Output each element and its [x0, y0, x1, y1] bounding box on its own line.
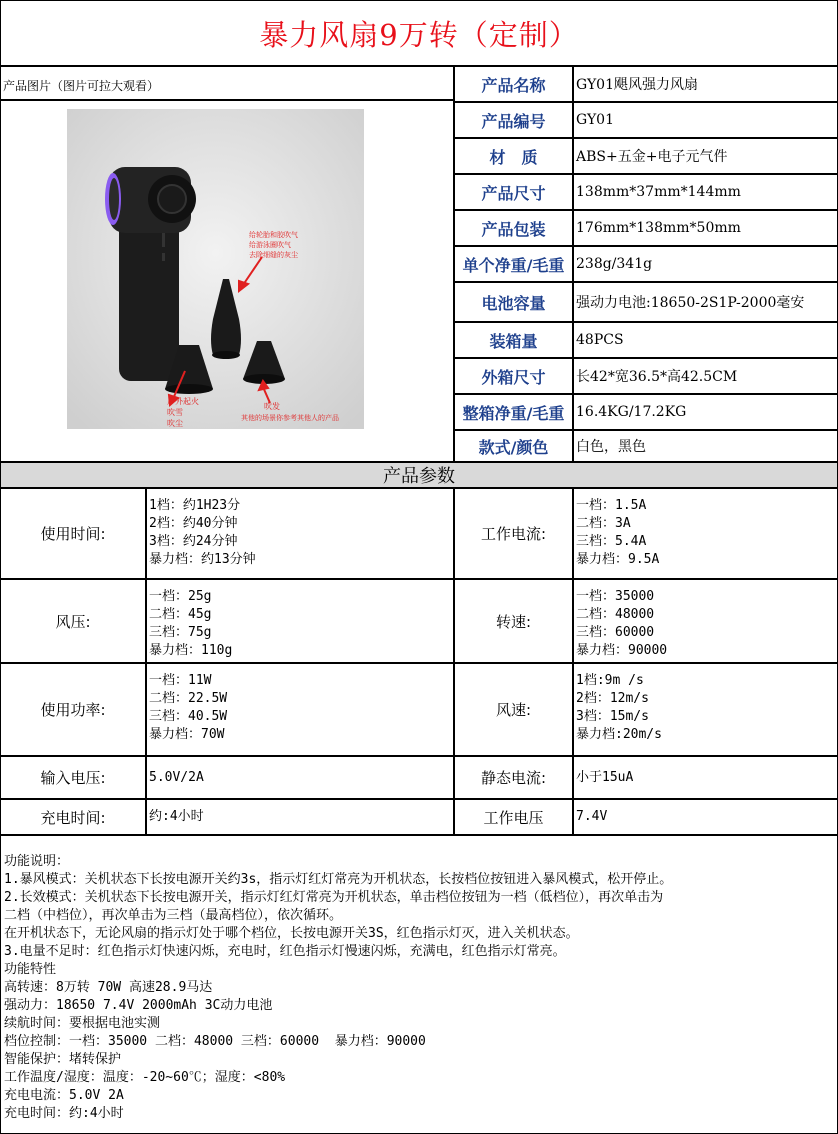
param-value: 一档：1.5A 二档：3A 三档：5.4A 暴力档：9.5A: [573, 488, 838, 579]
param-label: 风压:: [0, 579, 146, 663]
notes-line: 强动力：18650 7.4V 2000mAh 3C动力电池: [4, 998, 273, 1013]
product-photo: [67, 109, 364, 429]
notes-line: 功能说明：: [4, 854, 70, 869]
param-value: 一档：35000 二档：48000 三档：60000 暴力档：90000: [573, 579, 838, 663]
spec-label: 单个净重/毛重: [454, 246, 573, 282]
param-value: 约:4小时: [146, 799, 454, 835]
param-value: 5.0V/2A: [146, 756, 454, 799]
page-title: 暴力风扇9万转（定制）: [259, 17, 579, 52]
notes-line: 充电时间：约:4小时: [4, 1106, 124, 1121]
notes-line: 1.暴风模式：关机状态下长按电源开关约3s，指示灯红灯常亮为开机状态，长按档位按钮进入暴风模式，松开停止。: [4, 872, 673, 887]
photo-note: 其他的场景你参考其他人的产品: [241, 414, 339, 422]
spec-label: 产品尺寸: [454, 174, 573, 210]
notes-line: 3.电量不足时：红色指示灯快速闪烁，充电时，红色指示灯慢速闪烁，充满电，红色指示灯常亮。: [4, 944, 566, 959]
param-label: 工作电流:: [454, 488, 573, 579]
product-image-cell: [0, 100, 454, 462]
spec-value: 白色，黑色: [573, 430, 838, 462]
photo-note: 吹雪: [167, 408, 183, 417]
spec-label: 款式/颜色: [454, 430, 573, 462]
function-notes: [0, 835, 838, 1134]
param-label: 静态电流:: [454, 756, 573, 799]
spec-value: 176mm*138mm*50mm: [573, 210, 838, 246]
photo-note: 给游泳圈吹气: [249, 241, 291, 249]
notes-line: 在开机状态下，无论风扇的指示灯处于哪个档位，长按电源开关3S，红色指示灯灭，进入关机状态。: [4, 926, 579, 941]
fan-illustration: [67, 109, 364, 429]
params-header: 产品参数: [0, 462, 838, 488]
spec-value: 强动力电池:18650-2S1P-2000毫安: [573, 282, 838, 322]
spec-value: 长42*宽36.5*高42.5CM: [573, 358, 838, 394]
spec-value: 48PCS: [573, 322, 838, 358]
param-value: 7.4V: [573, 799, 838, 835]
param-value: 一档：11W 二档：22.5W 三档：40.5W 暴力档：70W: [146, 663, 454, 756]
notes-line: 功能特性: [4, 962, 57, 977]
photo-note: 给轮胎和胶吹气: [249, 231, 298, 239]
param-label: 输入电压:: [0, 756, 146, 799]
spec-value: 238g/341g: [573, 246, 838, 282]
notes-line: 智能保护：堵转保护: [4, 1052, 122, 1067]
spec-label: 材 质: [454, 138, 573, 174]
param-value: 1档：约1H23分 2档：约40分钟 3档：约24分钟 暴力档：约13分钟: [146, 488, 454, 579]
spec-value: ABS+五金+电子元气件: [573, 138, 838, 174]
param-label: 使用功率:: [0, 663, 146, 756]
photo-note: 户外起火: [167, 397, 199, 406]
notes-line: 续航时间：要根据电池实测: [4, 1016, 161, 1031]
spec-label: 装箱量: [454, 322, 573, 358]
spec-label: 产品名称: [454, 66, 573, 102]
photo-note: 吹尘: [167, 419, 183, 428]
image-caption: 产品图片（图片可拉大观看）: [0, 66, 454, 100]
param-value: 小于15uA: [573, 756, 838, 799]
photo-note: 吹发: [264, 402, 280, 411]
param-value: 一档：25g 二档：45g 三档：75g 暴力档：110g: [146, 579, 454, 663]
spec-label: 产品包装: [454, 210, 573, 246]
param-label: 充电时间:: [0, 799, 146, 835]
spec-value: 16.4KG/17.2KG: [573, 394, 838, 430]
spec-value: GY01: [573, 102, 838, 138]
spec-value: 138mm*37mm*144mm: [573, 174, 838, 210]
spec-label: 整箱净重/毛重: [454, 394, 573, 430]
param-label: 使用时间:: [0, 488, 146, 579]
spec-label: 电池容量: [454, 282, 573, 322]
notes-line: 二档（中档位），再次单击为三档（最高档位），依次循环。: [4, 908, 343, 923]
notes-line: 工作温度/湿度：温度：-20~60℃；湿度：<80%: [4, 1070, 286, 1085]
param-value: 1档:9m /s 2档：12m/s 3档：15m/s 暴力档:20m/s: [573, 663, 838, 756]
param-label: 风速:: [454, 663, 573, 756]
spec-label: 产品编号: [454, 102, 573, 138]
notes-line: 充电电流：5.0V 2A: [4, 1088, 124, 1103]
notes-line: 2.长效模式：关机状态下长按电源开关，指示灯红灯常亮为开机状态，单击档位按钮为一档（低档位），再次单击为: [4, 890, 664, 905]
param-label: 转速:: [454, 579, 573, 663]
param-label: 工作电压: [454, 799, 573, 835]
title-cell: [0, 0, 838, 66]
spec-label: 外箱尺寸: [454, 358, 573, 394]
notes-line: 档位控制：一档：35000 二档：48000 三档：60000 暴力档：90000: [4, 1034, 426, 1049]
notes-line: 高转速：8万转 70W 高速28.9马达: [4, 980, 213, 995]
photo-note: 去除细缝的灰尘: [249, 251, 298, 259]
spec-value: GY01飓风强力风扇: [573, 66, 838, 102]
